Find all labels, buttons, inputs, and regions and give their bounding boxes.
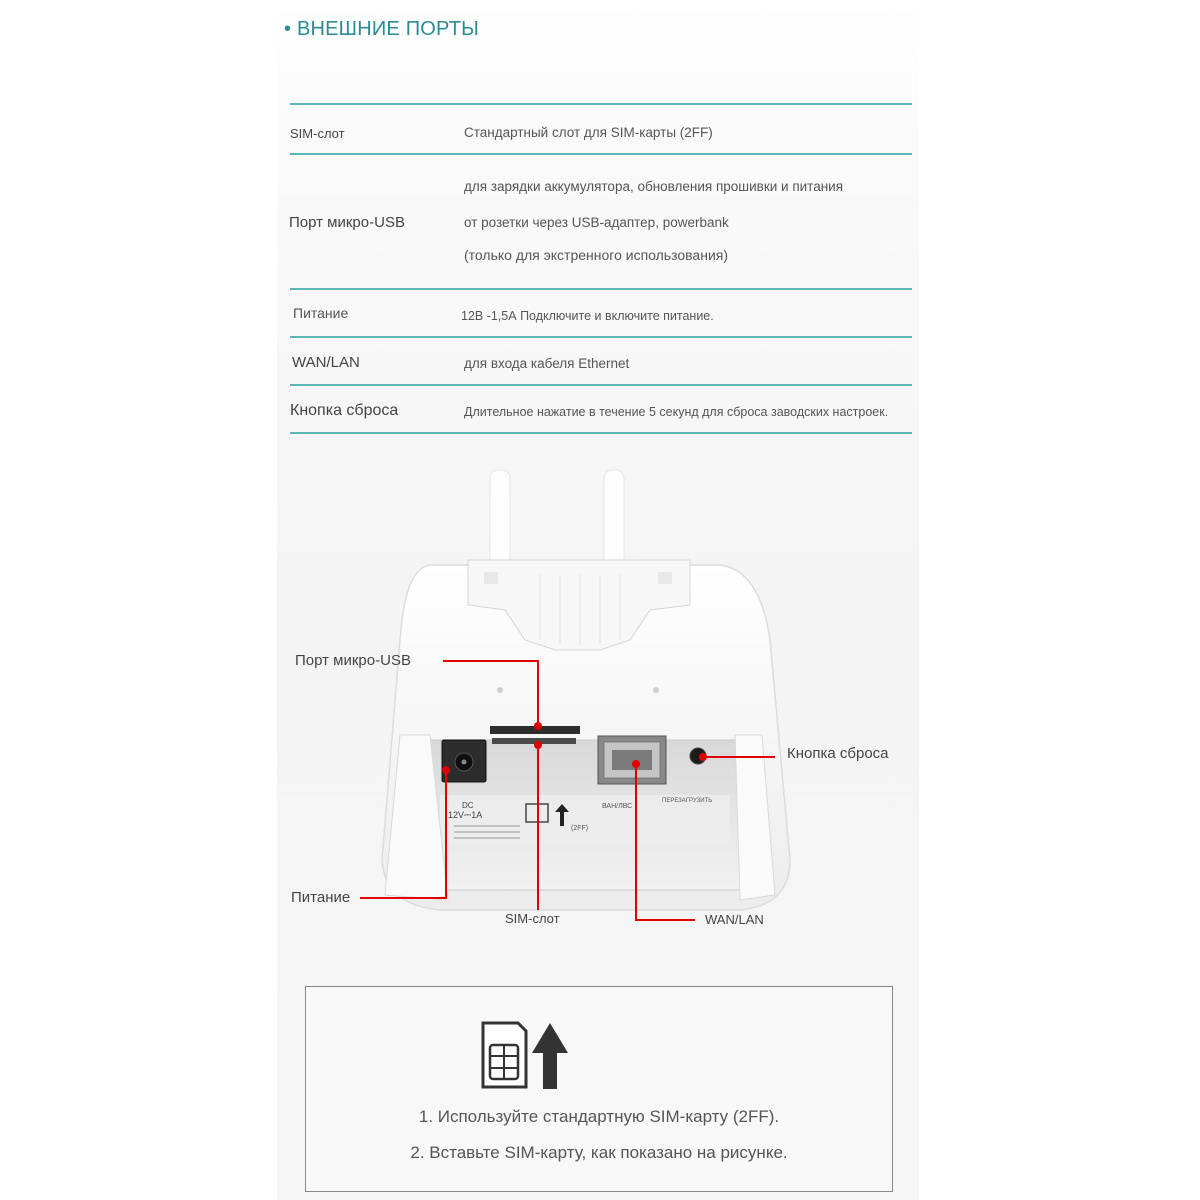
guide-step-1: 1. Используйте стандартную SIM-карту (2FF). <box>418 1107 780 1126</box>
row-label: Порт микро-USB <box>289 214 405 231</box>
row-label: WAN/LAN <box>292 354 360 371</box>
voltage-label: 12V⎓1A <box>448 810 483 820</box>
sim-slot <box>492 738 576 744</box>
row-desc: для зарядки аккумулятора, обновления прошивки и питания <box>464 179 844 194</box>
row-desc: (только для экстренного использования) <box>464 247 729 263</box>
wanlan-small-label: ВАН/ЛВС <box>602 803 633 810</box>
section-heading: • ВНЕШНИЕ ПОРТЫ <box>284 18 480 40</box>
sim-small-label: (2FF) <box>571 825 589 832</box>
row-desc: от розетки через USB-адаптер, powerbank <box>464 215 729 230</box>
row-label: SIM-слот <box>290 126 345 141</box>
row-desc: Длительное нажатие в течение 5 секунд для сброса заводских настроек. <box>464 405 889 419</box>
row-label: Питание <box>293 305 349 321</box>
callout-power: Питание <box>291 889 351 906</box>
callout-sim: SIM-слот <box>505 911 560 926</box>
mount-slot <box>484 572 498 584</box>
row-desc: Стандартный слот для SIM-карты (2FF) <box>464 125 713 140</box>
mount-slot <box>658 572 672 584</box>
reset-small-label: ПЕРЕЗАГРУЗИТЬ <box>662 798 713 804</box>
callout-usb: Порт микро-USB <box>295 652 411 669</box>
dc-label: DC <box>462 801 474 810</box>
callout-wanlan: WAN/LAN <box>705 912 764 927</box>
callout-reset: Кнопка сброса <box>787 745 889 762</box>
arrow-up-icon <box>530 1021 570 1091</box>
row-desc: 12В -1,5А Подключите и включите питание. <box>461 309 714 323</box>
row-desc: для входа кабеля Ethernet <box>464 356 630 371</box>
sim-guide-box <box>305 986 893 1192</box>
row-label: Кнопка сброса <box>290 402 399 419</box>
guide-step-2: 2. Вставьте SIM-карту, как показано на рисунке. <box>410 1143 788 1162</box>
